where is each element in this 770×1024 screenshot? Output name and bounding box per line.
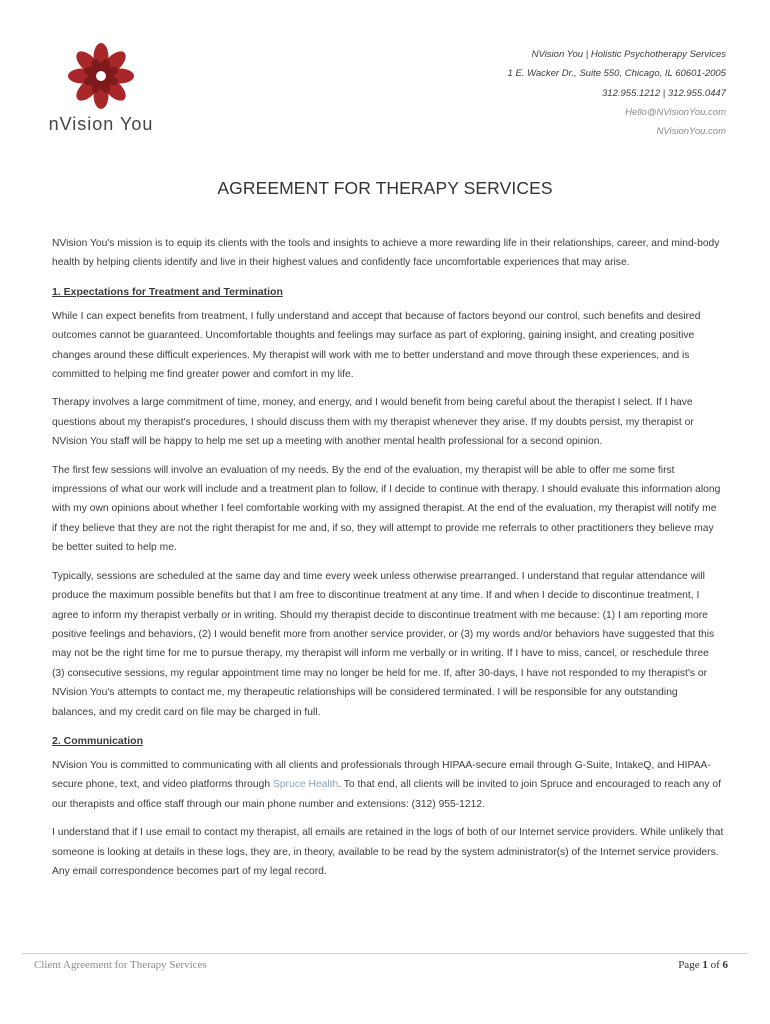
section2-paragraph	[52, 756, 724, 814]
practice-name-line: NVision You | Holistic Psychotherapy Services	[531, 49, 726, 60]
footer-page-number	[678, 959, 728, 971]
spruce-health-link[interactable]: Spruce Health	[272, 779, 339, 791]
website-link[interactable]: NVisionYou.com	[656, 126, 726, 138]
section1-paragraph: The first few sessions will involve an evaluation of my needs. By the end of the evaluation, my therapist will be able to offer me some first impressions of what our work will include and a treatment plan to follow, if I decide to continue with therapy. I should evaluate this information along with my own opinions about whether I feel comfortable working with my assigned therapist. At the end of the evaluation, my therapist will notify me if they believe that they are not the right therapist for me and, if so, they will attempt to provide me referrals to other practitioners they believe may be better suited to help me.	[52, 464, 721, 554]
contact-block	[508, 45, 726, 141]
section-heading-expectations: 1. Expectations for Treatment and Termination	[52, 285, 283, 298]
page-label: Page	[678, 959, 700, 971]
page-current: 1	[702, 959, 708, 971]
intro-paragraph: NVision You's mission is to equip its clients with the tools and insights to achieve a more rewarding life in their relationships, career, and mind-body health by helping clients identify and live in their highest values and confidently face uncomfortable experiences that may arise.	[52, 238, 720, 269]
page-of-label: of	[710, 959, 720, 971]
section2-text: NVision You is committed to communicating with all clients and professionals through HIPAA-secure email through G-Suite, IntakeQ, and HIPAA-secure phone, text, and video platforms through	[52, 759, 711, 791]
logo-wordmark: nVision You	[48, 114, 154, 134]
logo	[40, 40, 162, 136]
section2-text: . To that end, all clients will be invited to join Spruce and encouraged to reach any of our therapists and office staff through our main phone number and extensions: (312) 955-1212.	[52, 779, 721, 810]
section1-paragraph: While I can expect benefits from treatment, I fully understand and accept that because of factors beyond our control, such benefits and desired outcomes cannot be guaranteed. Uncomfortable thoughts and feelings may surface as part of exploring, gaining insight, and creating positive changes around these difficult experiences. My therapist will work with me to better understand and move through these experiences, and is committed to helping me find greater power and comfort in my life.	[52, 310, 701, 381]
section-heading-communication: 2. Communication	[52, 734, 144, 747]
footer-divider	[22, 953, 748, 954]
page-total: 6	[722, 959, 728, 971]
document-body	[52, 234, 724, 890]
flower-logo-icon	[65, 40, 137, 112]
section1-paragraph: Therapy involves a large commitment of time, money, and energy, and I would benefit from being careful about the therapist I select. If I have questions about my therapist's procedures, I should discuss them with my therapist whenever they arise. If my doubts persist, my therapist or NVision You staff will be happy to help me set up a meeting with another mental health professional for a second opinion.	[52, 397, 694, 448]
footer-document-name: Client Agreement for Therapy Services	[34, 959, 207, 971]
section2-paragraph: I understand that if I use email to contact my therapist, all emails are retained in the logs of both of our Internet service providers. While unlikely that someone is looking at details in these logs, they are, in theory, available to be read by the system administrator(s) of the Internet service providers. Any email correspondence becomes part of my legal record.	[52, 827, 724, 877]
section1-paragraph: Typically, sessions are scheduled at the same day and time every week unless otherwise prearranged. I understand that regular attendance will produce the maximum possible benefits but that I am free to discontinue treatment at any time. If and when I decide to discontinue treatment, I agree to inform my therapist verbally or in writing. Should my therapist decide to discontinue treatment with me because: (1) I am reporting more positive feelings and behaviors, (2) I would benefit more from another service provider, or (3) my words and/or behaviors have suggested that this may not be the right time for me to pursue therapy, my therapist will inform me verbally or in writing. If I have to miss, cancel, or reschedule three (3) consecutive sessions, my regular appointment time may no longer be held for me. If, after 30-days, I have not responded to my therapist's or NVision You's attempts to contact me, my therapeutic relationships will be considered terminated. I will be responsible for any outstanding balances, and my credit card on file may be charged in full.	[52, 570, 715, 718]
address-line: 1 E. Wacker Dr., Suite 550, Chicago, IL 60601-2005	[507, 68, 726, 80]
phone-line: 312.955.1212 | 312.955.0447	[602, 87, 726, 99]
document-title: AGREEMENT FOR THERAPY SERVICES	[217, 178, 553, 198]
email-link[interactable]: Hello@NVisionYou.com	[625, 106, 726, 118]
